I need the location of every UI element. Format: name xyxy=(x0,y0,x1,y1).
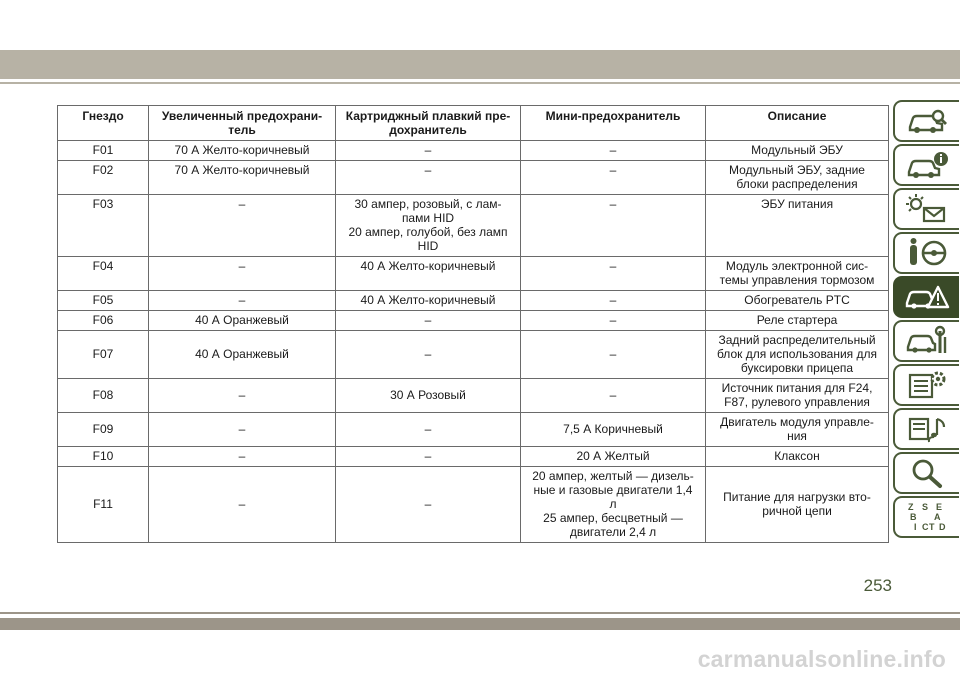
table-row xyxy=(58,467,889,543)
header-mini-fuse: Мини-предохранитель xyxy=(521,106,706,141)
warning-lights-icon xyxy=(904,193,950,225)
index-letter: T xyxy=(929,522,935,532)
cell-maxi-fuse: 40 А Оранжевый xyxy=(149,331,336,379)
cell-maxi-fuse: – xyxy=(149,413,336,447)
multimedia-music-icon xyxy=(904,413,950,445)
tab-car-search[interactable] xyxy=(893,100,959,142)
cell-description: Модуль электронной сис- темы управления тормозом xyxy=(706,257,889,291)
tab-car-wrench[interactable] xyxy=(893,320,959,362)
table-row xyxy=(58,291,889,311)
cell-cartridge-fuse: – xyxy=(336,161,521,195)
cell-mini-fuse: – xyxy=(521,331,706,379)
cell-description: Реле стартера xyxy=(706,311,889,331)
cell-mini-fuse: – xyxy=(521,195,706,257)
table-header-row xyxy=(58,106,889,141)
cell-description: Обогреватель PTC xyxy=(706,291,889,311)
cell-mini-fuse: – xyxy=(521,141,706,161)
index-letter: C xyxy=(922,522,929,532)
cell-maxi-fuse: – xyxy=(149,195,336,257)
cell-maxi-fuse: 70 А Желто-коричневый xyxy=(149,161,336,195)
cell-mini-fuse: – xyxy=(521,379,706,413)
car-search-icon xyxy=(904,105,950,137)
table-row xyxy=(58,311,889,331)
header-description: Описание xyxy=(706,106,889,141)
cell-description: Модульный ЭБУ xyxy=(706,141,889,161)
footer-band xyxy=(0,618,960,630)
header-slot: Гнездо xyxy=(58,106,149,141)
footer-rule xyxy=(0,612,960,614)
cell-description: ЭБУ питания xyxy=(706,195,889,257)
cell-slot: F06 xyxy=(58,311,149,331)
table-row xyxy=(58,447,889,467)
cell-mini-fuse: – xyxy=(521,257,706,291)
table-row xyxy=(58,161,889,195)
cell-slot: F08 xyxy=(58,379,149,413)
tab-seat-belt-steering[interactable] xyxy=(893,232,959,274)
cell-mini-fuse: 20 А Желтый xyxy=(521,447,706,467)
tab-specifications[interactable] xyxy=(893,364,959,406)
tab-car-hazard[interactable] xyxy=(893,276,959,318)
cell-description: Источник питания для F24, F87, рулевого управления xyxy=(706,379,889,413)
tab-multimedia[interactable] xyxy=(893,408,959,450)
seat-belt-steering-wheel-icon xyxy=(904,237,950,269)
cell-mini-fuse: – xyxy=(521,311,706,331)
header-rule xyxy=(0,82,960,84)
cell-cartridge-fuse: – xyxy=(336,331,521,379)
watermark: carmanualsonline.info xyxy=(697,646,946,672)
fuse-table xyxy=(57,105,889,543)
cell-cartridge-fuse: – xyxy=(336,413,521,447)
tab-alphabet-index[interactable] xyxy=(893,496,959,538)
cell-maxi-fuse: – xyxy=(149,447,336,467)
tab-warning-lights[interactable] xyxy=(893,188,959,230)
table-row xyxy=(58,413,889,447)
cell-slot: F03 xyxy=(58,195,149,257)
cell-slot: F01 xyxy=(58,141,149,161)
tab-search[interactable] xyxy=(893,452,959,494)
chapter-tabs xyxy=(893,100,960,540)
cell-slot: F09 xyxy=(58,413,149,447)
cell-slot: F10 xyxy=(58,447,149,467)
cell-maxi-fuse: – xyxy=(149,291,336,311)
specifications-gear-icon xyxy=(904,369,950,401)
cell-maxi-fuse: – xyxy=(149,467,336,543)
car-hazard-icon xyxy=(904,281,950,313)
cell-cartridge-fuse: – xyxy=(336,447,521,467)
cell-slot: F05 xyxy=(58,291,149,311)
index-letter: D xyxy=(939,522,946,532)
index-letter: B xyxy=(910,512,917,522)
cell-description: Модульный ЭБУ, задние блоки распределения xyxy=(706,161,889,195)
cell-maxi-fuse: – xyxy=(149,379,336,413)
cell-description: Задний распределительный блок для использования для буксировки прицепа xyxy=(706,331,889,379)
cell-maxi-fuse: 40 А Оранжевый xyxy=(149,311,336,331)
cell-description: Двигатель модуля управле- ния xyxy=(706,413,889,447)
cell-maxi-fuse: 70 А Желто-коричневый xyxy=(149,141,336,161)
cell-cartridge-fuse: 40 А Желто-коричневый xyxy=(336,291,521,311)
cell-cartridge-fuse: – xyxy=(336,311,521,331)
cell-description: Питание для нагрузки вто- ричной цепи xyxy=(706,467,889,543)
car-wrench-icon xyxy=(904,325,950,357)
table-row xyxy=(58,141,889,161)
cell-cartridge-fuse: 30 ампер, розовый, с лам- пами HID 20 ампер, голубой, без ламп HID xyxy=(336,195,521,257)
cell-cartridge-fuse: 40 А Желто-коричневый xyxy=(336,257,521,291)
cell-slot: F11 xyxy=(58,467,149,543)
index-letter: I xyxy=(914,522,917,532)
header-maxi-fuse: Увеличенный предохрани- тель xyxy=(149,106,336,141)
car-info-icon xyxy=(904,149,950,181)
index-letter: A xyxy=(934,512,941,522)
index-letter: E xyxy=(936,502,943,512)
cell-slot: F04 xyxy=(58,257,149,291)
header-band xyxy=(0,50,960,79)
alphabet-index-icon xyxy=(904,501,950,533)
magnifier-icon xyxy=(904,457,950,489)
cell-slot: F07 xyxy=(58,331,149,379)
cell-mini-fuse: 20 ампер, желтый — дизель- ные и газовые двигатели 1,4 л 25 ампер, бесцветный — двигатели 2,4 л xyxy=(521,467,706,543)
cell-maxi-fuse: – xyxy=(149,257,336,291)
index-letter: S xyxy=(922,502,929,512)
cell-cartridge-fuse: 30 А Розовый xyxy=(336,379,521,413)
table-row xyxy=(58,379,889,413)
cell-cartridge-fuse: – xyxy=(336,467,521,543)
tab-car-info[interactable] xyxy=(893,144,959,186)
page-number: 253 xyxy=(863,576,892,595)
index-letter: Z xyxy=(908,502,914,512)
cell-cartridge-fuse: – xyxy=(336,141,521,161)
table-row xyxy=(58,257,889,291)
table-row xyxy=(58,331,889,379)
table-row xyxy=(58,195,889,257)
cell-slot: F02 xyxy=(58,161,149,195)
cell-description: Клаксон xyxy=(706,447,889,467)
cell-mini-fuse: – xyxy=(521,291,706,311)
header-cartridge-fuse: Картриджный плавкий пре- дохранитель xyxy=(336,106,521,141)
cell-mini-fuse: 7,5 А Коричневый xyxy=(521,413,706,447)
cell-mini-fuse: – xyxy=(521,161,706,195)
